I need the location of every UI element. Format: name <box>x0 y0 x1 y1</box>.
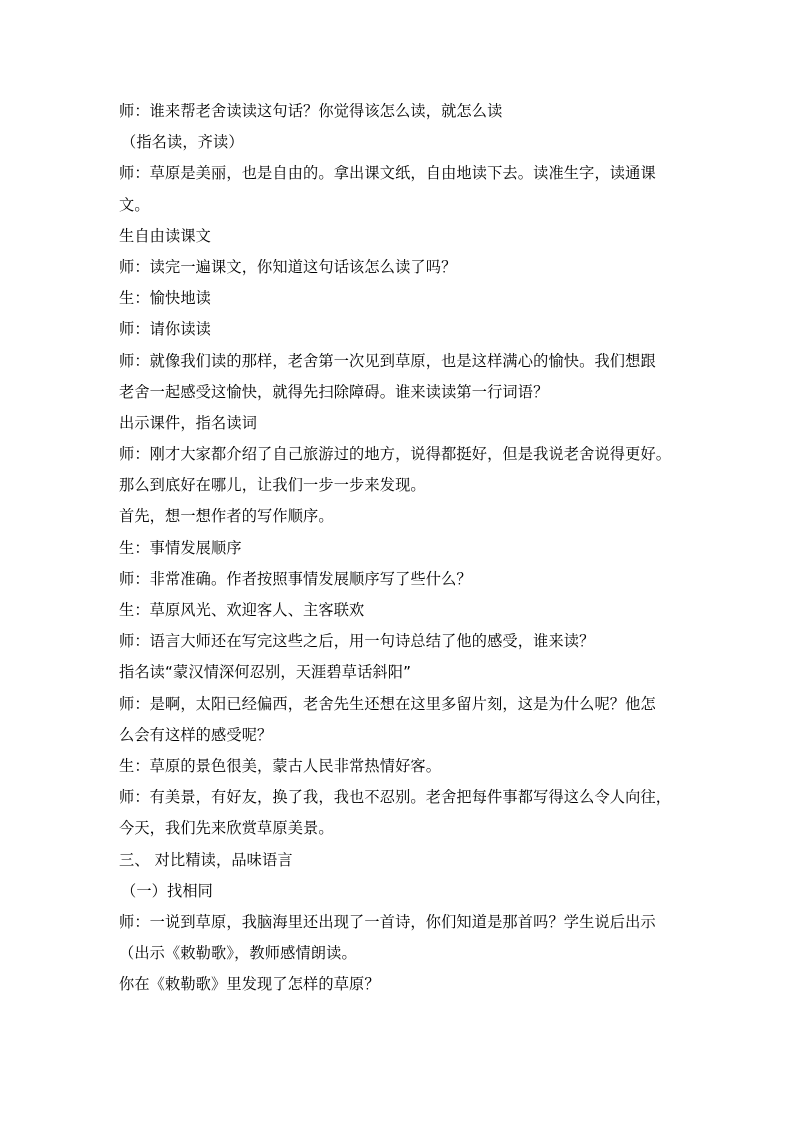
text-line: 么会有这样的感受呢？ <box>119 725 273 744</box>
text-line: （出示《敕勒歌》，教师感情朗读。 <box>119 944 357 963</box>
text-line: 生：草原风光、欢迎客人、主客联欢 <box>119 601 365 619</box>
text-line: 生：愉快地读 <box>119 289 212 308</box>
subsection-heading: （一）找相同 <box>121 881 214 900</box>
text-line: 师：请你读读 <box>119 320 212 339</box>
text-line: 师：非常准确。作者按照事情发展顺序写了些什么？ <box>119 569 472 588</box>
text-line: 出示课件，指名读词 <box>119 413 258 432</box>
text-line: 生：事情发展顺序 <box>119 538 242 557</box>
text-line: 师：刚才大家都介绍了自己旅游过的地方，说得都挺好，但是我说老舍说得更好。 <box>119 445 672 464</box>
text-line: 今天，我们先来欣赏草原美景。 <box>119 819 334 838</box>
text-line: 老舍一起感受这愉快，就得先扫除障碍。谁来读读第一行词语？ <box>119 382 549 401</box>
text-line: 师：一说到草原，我脑海里还出现了一首诗，你们知道是那首吗？学生说后出示 <box>119 912 656 931</box>
text-line: 那么到底好在哪儿，让我们一步一步来发现。 <box>119 476 426 495</box>
text-line: 首先，想一想作者的写作顺序。 <box>119 507 334 526</box>
text-line: 你在《敕勒歌》里发现了怎样的草原？ <box>119 975 380 994</box>
text-line: 师：草原是美丽，也是自由的。拿出课文纸，自由地读下去。读准生字，读通课 <box>119 164 656 183</box>
text-line: 生：草原的景色很美，蒙古人民非常热情好客。 <box>119 756 442 775</box>
text-line: 师：读完一遍课文，你知道这句话该怎么读了吗？ <box>119 257 457 276</box>
text-line: 指名读“蒙汉情深何忍别，天涯碧草话斜阳” <box>119 663 412 682</box>
document-body <box>119 96 679 1000</box>
text-line: 师：就像我们读的那样，老舍第一次见到草原，也是这样满心的愉快。我们想跟 <box>119 351 656 370</box>
text-line: 师：语言大师还在写完这些之后，用一句诗总结了他的感受，谁来读？ <box>119 632 595 651</box>
text-line: 生自由读课文 <box>119 226 212 245</box>
section-heading: 三、 对比精读，品味语言 <box>119 850 293 869</box>
text-line: （指名读，齐读） <box>121 133 244 152</box>
text-line: 师：有美景，有好友，换了我，我也不忍别。老舍把每件事都写得这么令人向往， <box>119 788 672 807</box>
text-line: 文。 <box>119 195 150 214</box>
text-line: 师：谁来帮老舍读读这句话？你觉得该怎么读，就怎么读 <box>119 102 503 120</box>
text-line: 师：是啊，太阳已经偏西，老舍先生还想在这里多留片刻，这是为什么呢？他怎 <box>119 694 656 713</box>
